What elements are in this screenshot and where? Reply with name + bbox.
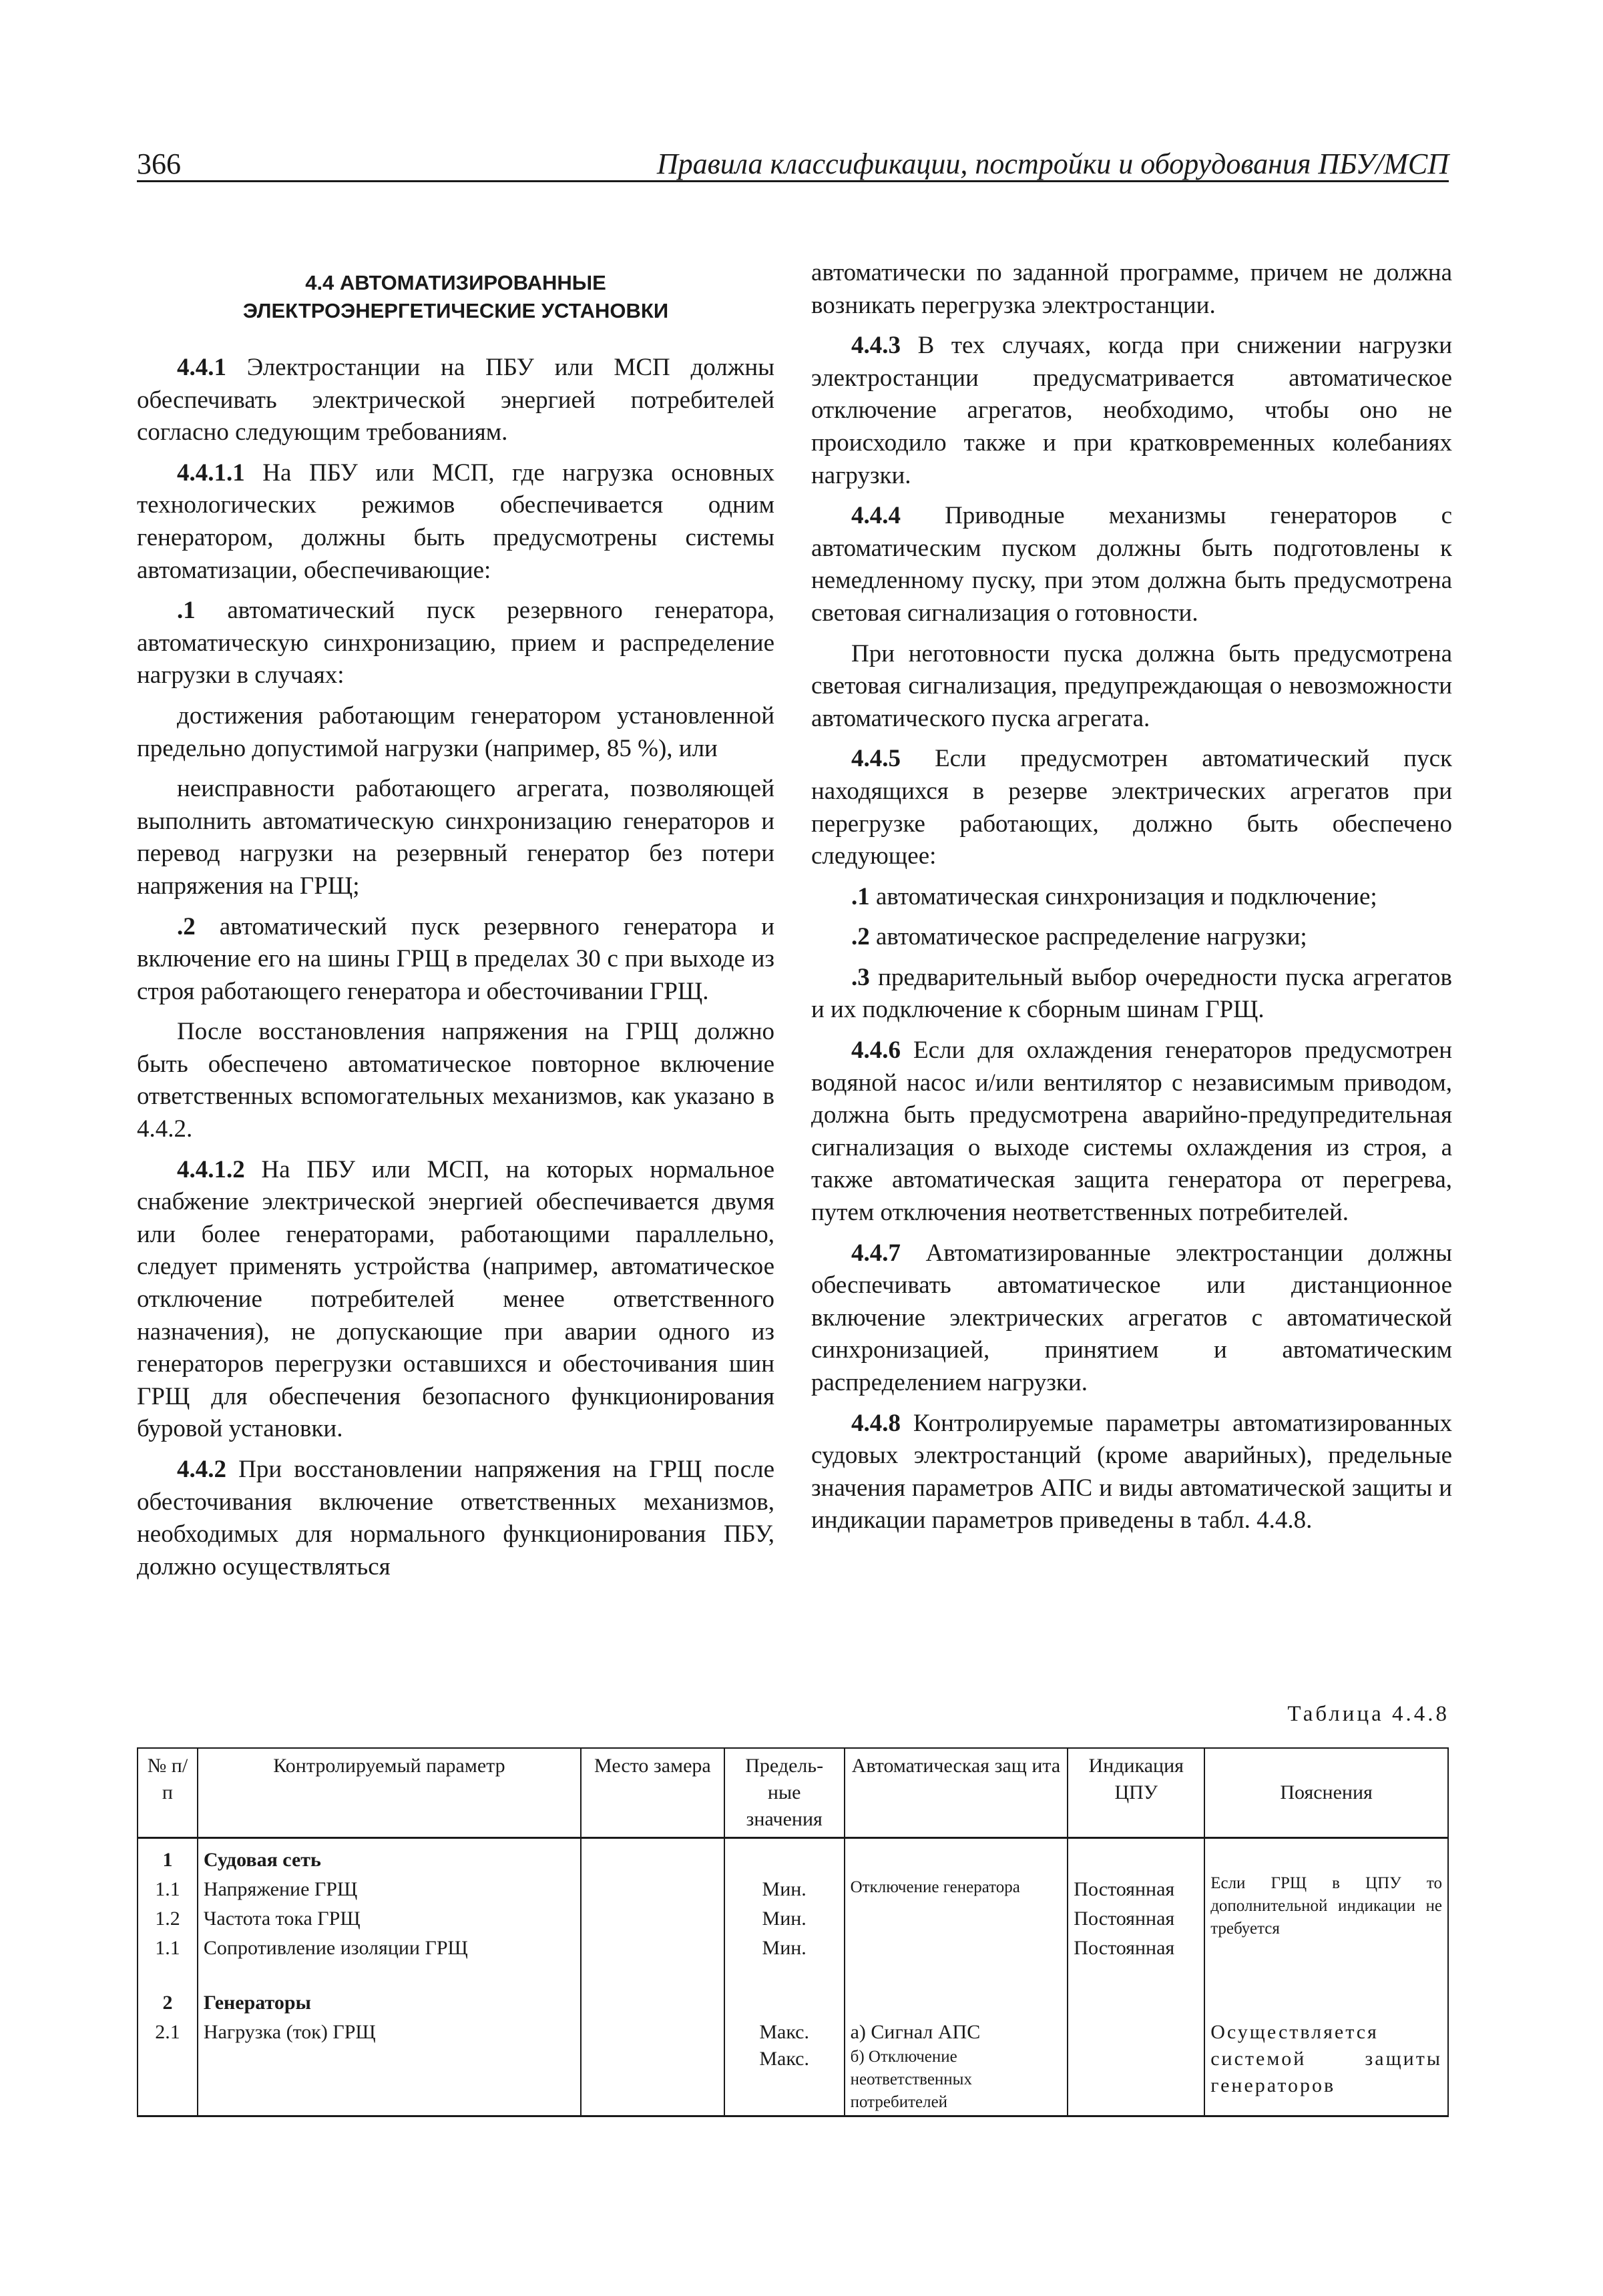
- paragraph-text: автоматическое распределение нагрузки;: [869, 923, 1307, 951]
- paragraph-4-4-7: [811, 1237, 1452, 1400]
- cell-indication: Постоянная: [1068, 1904, 1204, 1934]
- cell-place: [581, 1904, 724, 1934]
- cell-indication: Постоянная: [1068, 1875, 1204, 1904]
- paragraph-text: Приводные механизмы генераторов с автоматическим пуском должны быть подготовлены к немедленному пуску, при этом должна быть предусмотрена световая сигнализация о готовности.: [811, 502, 1452, 627]
- cell-num: 1.1: [138, 1934, 198, 1963]
- paragraph-item-1: [811, 881, 1452, 914]
- paragraph-item-3: [811, 962, 1452, 1027]
- cell-num: 2.1: [138, 2018, 198, 2116]
- col-header-param: Контролируемый параметр: [198, 1748, 581, 1838]
- col-header-place: Место замера: [581, 1748, 724, 1838]
- col-header-notes: Пояснения: [1204, 1748, 1448, 1838]
- cell-note: Если ГРЩ в ЦПУ то дополнительной индикации не требуется: [1204, 1838, 1448, 1964]
- clause-number: 4.4.8: [851, 1409, 901, 1437]
- cell-protection: [845, 1838, 1068, 1876]
- cell-num: 1.1: [138, 1875, 198, 1904]
- paragraph-4-4-8: [811, 1408, 1452, 1537]
- paragraph-item-2: [811, 921, 1452, 954]
- left-column: [137, 257, 774, 1583]
- clause-number: 4.4.2: [177, 1456, 226, 1483]
- running-title: Правила классификации, постройки и оборудования ПБУ/МСП: [656, 148, 1449, 180]
- cell-protection: [845, 1934, 1068, 1963]
- paragraph-item-2: [137, 911, 774, 1009]
- cell-num: 1.2: [138, 1904, 198, 1934]
- cell-protection: [845, 1904, 1068, 1934]
- paragraph-text: Электростанции на ПБУ или МСП должны обеспечивать электрической энергией потребителей согласно следующим требованиям.: [137, 354, 774, 447]
- cell-place: [581, 1934, 724, 1963]
- header-rule: [137, 180, 1449, 182]
- cell-indication: [1068, 1838, 1204, 1876]
- paragraph-text: предварительный выбор очередности пуска агрегатов и их подключение к сборным шинам ГРЩ.: [811, 963, 1452, 1024]
- item-number: .1: [851, 882, 870, 910]
- cell-indication: [1068, 1963, 1204, 2018]
- cell-note: [1204, 1963, 1448, 2018]
- paragraph-4-4-6: [811, 1035, 1452, 1229]
- cell-protection: [845, 2018, 1068, 2116]
- item-number: .1: [177, 597, 196, 625]
- paragraph-4-4-1: [137, 352, 774, 449]
- paragraph-case-fault: неисправности работающего агрегата, позволяющей выполнить автоматическую синхронизацию генераторов и перевод нагрузки на резервный генератор без потери напряжения на ГРЩ;: [137, 775, 774, 900]
- cell-place: [581, 2018, 724, 2116]
- cell-num: 1: [138, 1838, 198, 1876]
- table-row: [138, 1838, 1448, 1876]
- right-column: [811, 257, 1452, 1537]
- paragraph-text: На ПБУ или МСП, на которых нормальное снабжение электрической энергией обеспечивается двумя или более генераторами, работающими параллельно, следует применять устройства (например, автоматическое отключение потребителей менее ответственного назначения), не допускающие при аварии одного из генераторов перегрузки оставшихся и обесточивания шин ГРЩ для обеспечения безопасного функционирования буровой установки.: [137, 1155, 774, 1443]
- clause-number: 4.4.1: [177, 354, 226, 381]
- paragraph-not-ready: При неготовности пуска должна быть предусмотрена световая сигнализация, предупреждающая о невозможности автоматического пуска агрегата.: [811, 639, 1452, 732]
- paragraph-4-4-1-1: [137, 457, 774, 587]
- cell-limit: [724, 1963, 845, 2018]
- table-row: [138, 1963, 1448, 2018]
- table-row: [138, 2018, 1448, 2116]
- paragraph-4-4-2: [137, 1454, 774, 1583]
- cell-param: Нагрузка (ток) ГРЩ: [198, 2018, 581, 2116]
- paragraph-text: автоматическая синхронизация и подключение;: [869, 882, 1377, 910]
- section-title-line-1: 4.4 АВТОМАТИЗИРОВАННЫЕ: [305, 271, 606, 294]
- table-header-row: [138, 1748, 1448, 1838]
- cell-limit: Мин.: [724, 1875, 845, 1904]
- paragraph-item-1: [137, 595, 774, 692]
- paragraph-4-4-1-2: [137, 1154, 774, 1446]
- paragraph-4-4-4: [811, 500, 1452, 629]
- col-header-indication: Индикация ЦПУ: [1068, 1748, 1204, 1838]
- paragraph-text: Автоматизированные электростанции должны обеспечивать автоматическое или дистанционное включение электрических агрегатов с автоматической синхронизацией, принятием и автоматическим распределением нагрузки.: [811, 1239, 1452, 1396]
- col-header-limits: Предель-ные значения: [724, 1748, 845, 1838]
- item-number: .2: [177, 912, 196, 940]
- paragraph-text: автоматический пуск резервного генератора и включение его на шины ГРЩ в пределах 30 с при выходе из строя работающего генератора и обесточивании ГРЩ.: [137, 912, 774, 1005]
- paragraph-text: автоматический пуск резервного генератора, автоматическую синхронизацию, прием и распределение нагрузки в случаях:: [137, 597, 774, 689]
- paragraph-text: В тех случаях, когда при снижении нагрузки электростанции предусматривается автоматическое отключение агрегатов, необходимо, чтобы оно не происходило также и при кратковременных колебаниях нагрузки.: [811, 332, 1452, 489]
- item-number: .3: [851, 963, 870, 991]
- clause-number: 4.4.1.2: [177, 1155, 245, 1183]
- paragraph-case-overload: достижения работающим генератором установленной предельно допустимой нагрузки (например, 85 %), или: [137, 701, 774, 762]
- cell-limit: Мин.: [724, 1904, 845, 1934]
- paragraph-text: Контролируемые параметры автоматизированных судовых электростанций (кроме аварийных), предельные значения параметров АПС и виды автоматической защиты и индикации параметров приведены в табл. 4.4.8.: [811, 1409, 1452, 1534]
- table-caption: Таблица 4.4.8: [1287, 1702, 1449, 1726]
- item-number: .2: [851, 923, 870, 951]
- paragraph-text: На ПБУ или МСП, где нагрузка основных технологических режимов обеспечивается одним генератором, должны быть предусмотрены системы автоматизации, обеспечивающие:: [137, 459, 774, 584]
- col-header-num: № п/п: [138, 1748, 198, 1838]
- protection-a: а) Сигнал АПС: [850, 2021, 981, 2043]
- paragraph-restore: После восстановления напряжения на ГРЩ должно быть обеспечено автоматическое повторное включение ответственных вспомогательных механизмов, как указано в 4.4.2.: [137, 1018, 774, 1143]
- paragraph-4-4-5: [811, 743, 1452, 872]
- cell-indication: [1068, 2018, 1204, 2116]
- page-number: 366: [137, 148, 181, 180]
- paragraph-text: Если предусмотрен автоматический пуск находящихся в резерве электрических агрегатов при перегрузке работающих, должно быть обеспечено следующее:: [811, 745, 1452, 870]
- cell-group-title: Судовая сеть: [198, 1838, 581, 1876]
- page-header: [137, 141, 1449, 183]
- cell-param: Сопротивление изоляции ГРЩ: [198, 1934, 581, 1963]
- parameters-table: [137, 1747, 1449, 2117]
- section-title: [137, 269, 774, 325]
- paragraph-continued: автоматически по заданной программе, причем не должна возникать перегрузка электростанции.: [811, 259, 1452, 319]
- cell-place: [581, 1963, 724, 2018]
- cell-num: 2: [138, 1963, 198, 2018]
- cell-place: [581, 1838, 724, 1876]
- cell-group-title: Генераторы: [198, 1963, 581, 2018]
- cell-place: [581, 1875, 724, 1904]
- clause-number: 4.4.6: [851, 1037, 901, 1065]
- clause-number: 4.4.1.1: [177, 459, 245, 487]
- cell-limit: Мин.: [724, 1934, 845, 1963]
- cell-limit: [724, 1838, 845, 1876]
- col-header-protection: Автоматическая защ ита: [845, 1748, 1068, 1838]
- clause-number: 4.4.3: [851, 332, 901, 360]
- protection-b: б) Отключение неответственных потребителей: [850, 2048, 972, 2111]
- cell-param: Частота тока ГРЩ: [198, 1904, 581, 1934]
- cell-limit: [724, 2018, 845, 2116]
- paragraph-text: При восстановлении напряжения на ГРЩ после обесточивания включение ответственных механизмов, необходимых для нормального функционирования ПБУ, должно осуществляться: [137, 1456, 774, 1581]
- cell-protection: [845, 1963, 1068, 2018]
- limit-a: Макс.: [759, 2021, 809, 2043]
- cell-indication: Постоянная: [1068, 1934, 1204, 1963]
- cell-note: Осуществляется системой защиты генераторов: [1204, 2018, 1448, 2116]
- paragraph-4-4-3: [811, 330, 1452, 492]
- cell-param: Напряжение ГРЩ: [198, 1875, 581, 1904]
- limit-b: Макс.: [759, 2048, 809, 2070]
- clause-number: 4.4.7: [851, 1239, 901, 1267]
- clause-number: 4.4.5: [851, 745, 901, 773]
- cell-protection: Отключение генератора: [845, 1875, 1068, 1904]
- paragraph-text: Если для охлаждения генераторов предусмотрен водяной насос и/или вентилятор с независимым приводом, должна быть предусмотрена аварийно-предупредительная сигнализация о выходе системы охлаждения из строя, а также автоматическая защита генератора от перегрева, путем отключения неответственных потребителей.: [811, 1037, 1452, 1227]
- clause-number: 4.4.4: [851, 502, 901, 530]
- section-title-line-2: ЭЛЕКТРОЭНЕРГЕТИЧЕСКИЕ УСТАНОВКИ: [242, 299, 669, 322]
